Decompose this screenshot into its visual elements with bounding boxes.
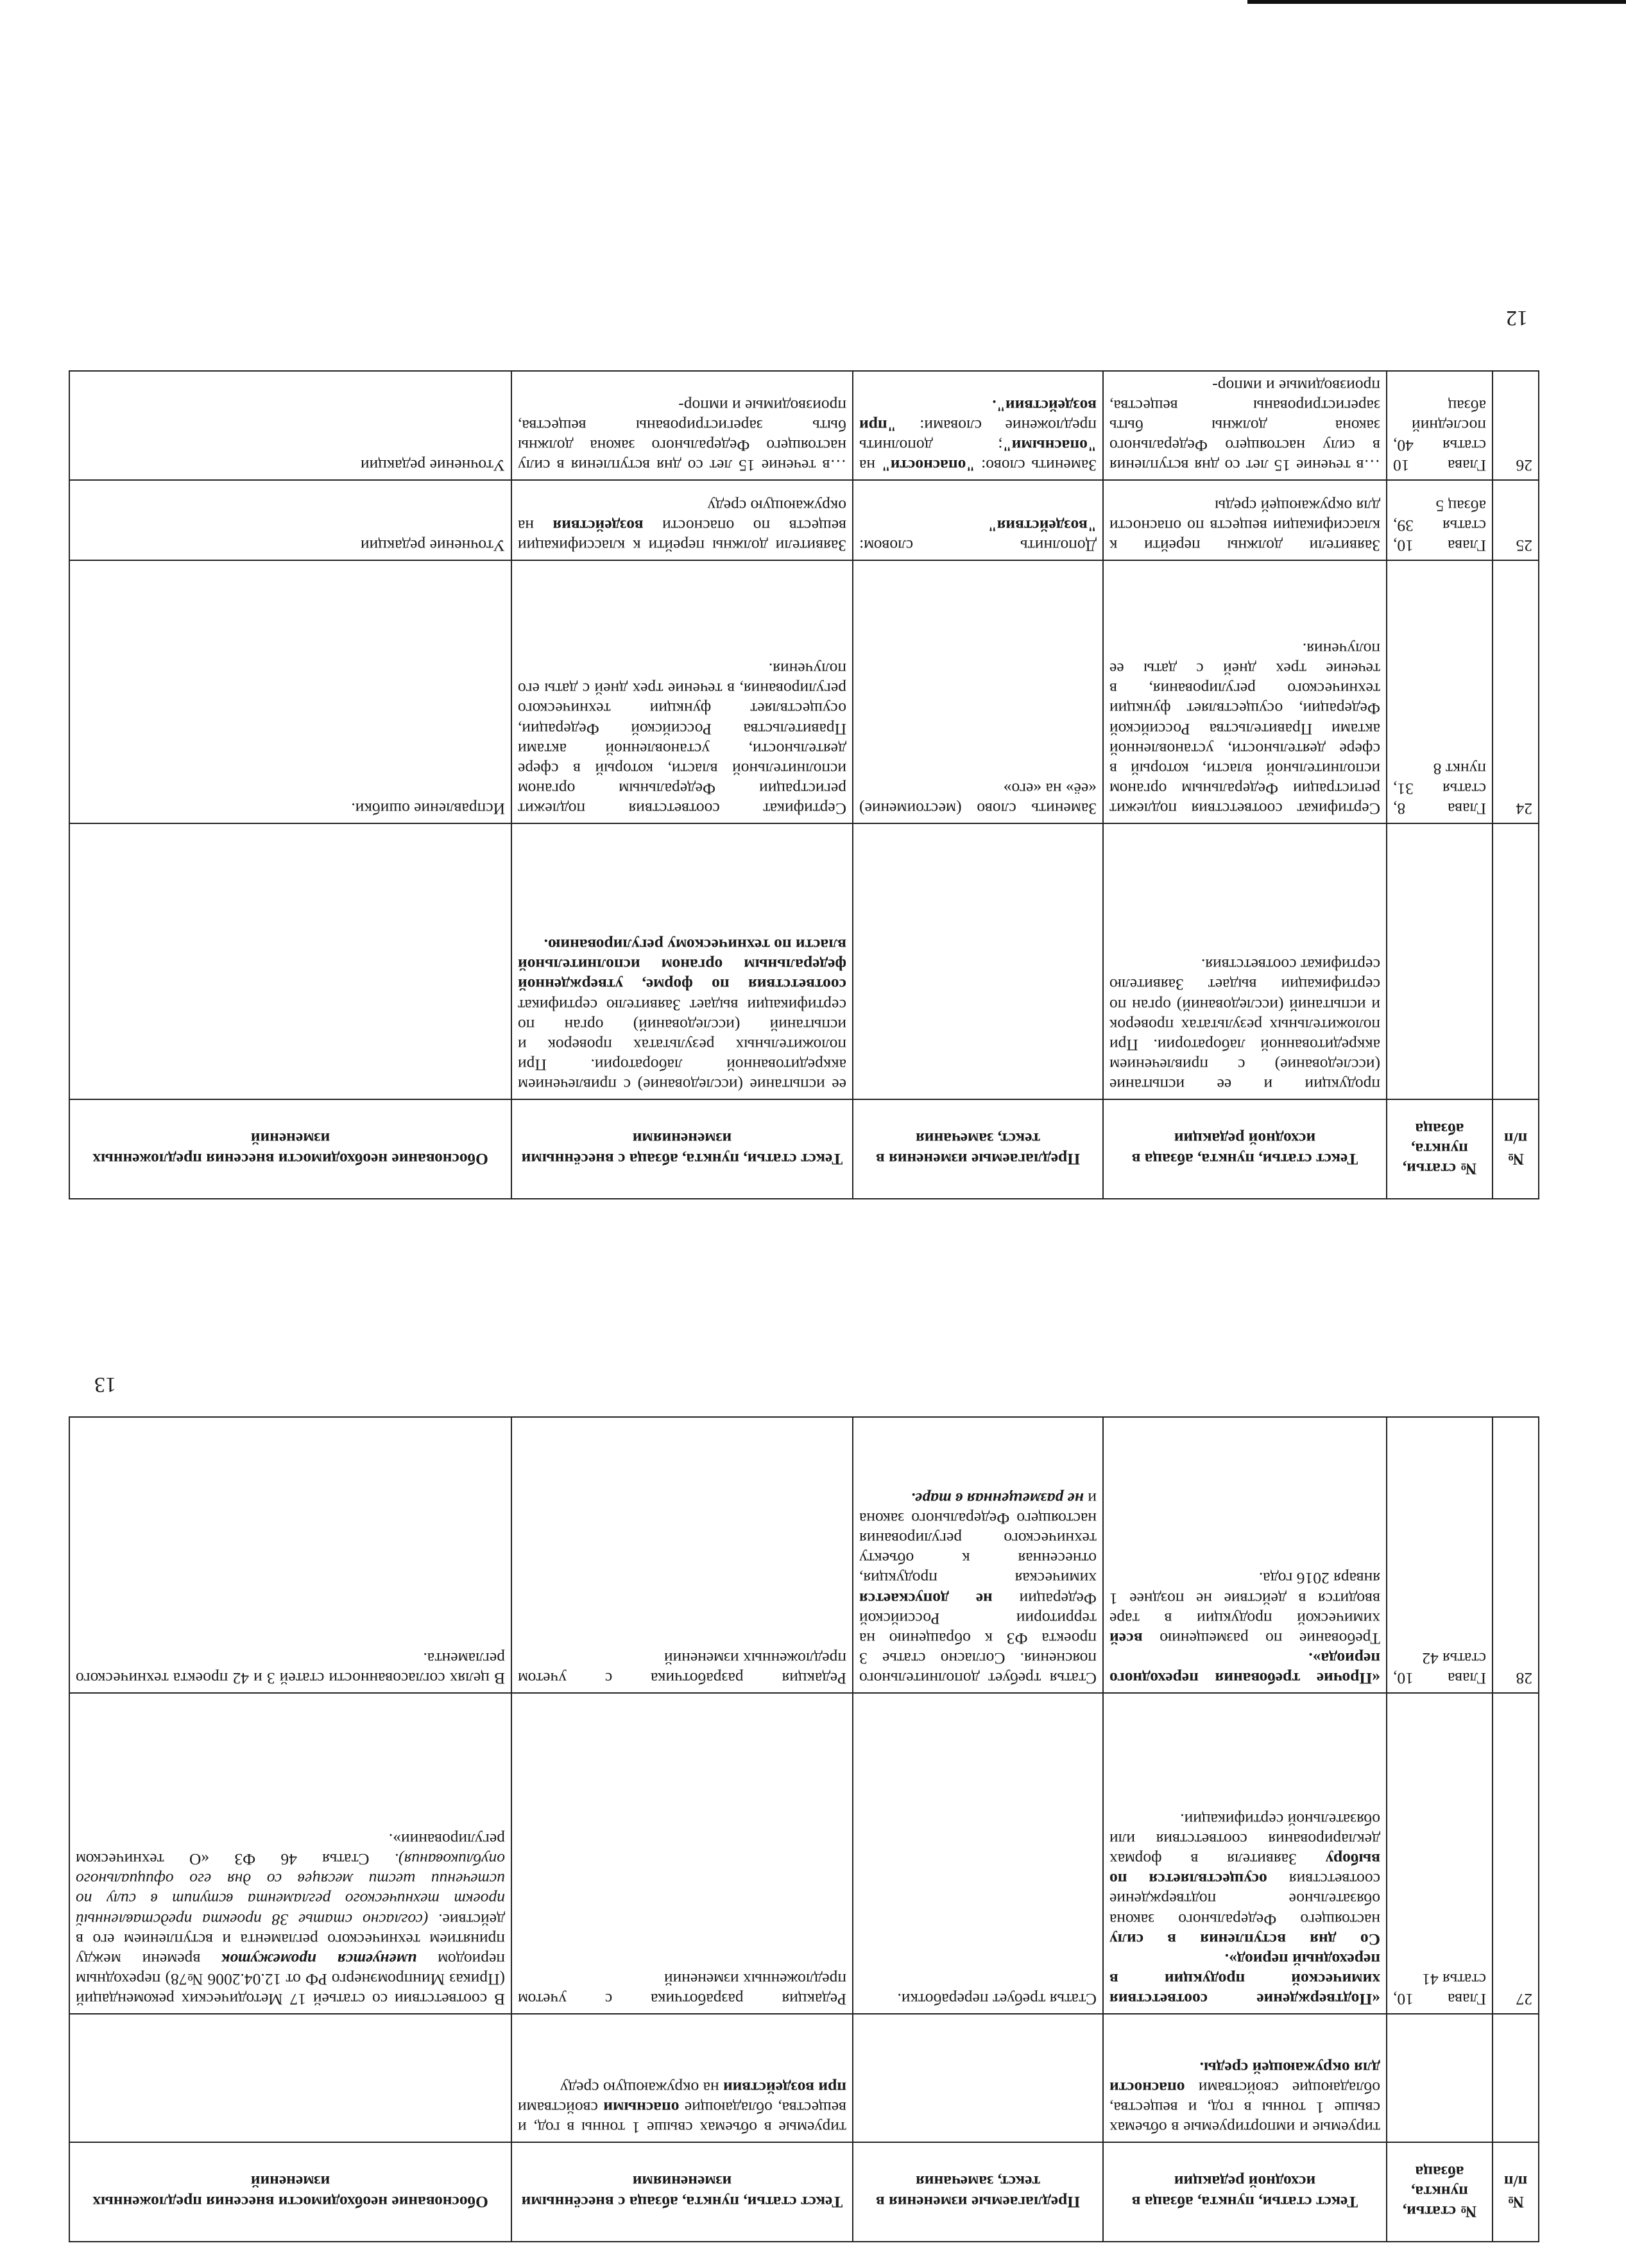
original-text: Требование по размещению (1142, 1629, 1380, 1648)
table-row (69, 480, 1539, 560)
table-row (69, 1417, 1539, 1693)
cell-proposal (853, 823, 1103, 1099)
table-row (69, 823, 1539, 1099)
header-proposal: Предлагаемые изменения в текст, замечания (853, 2142, 1103, 2242)
header-original: Текст статьи, пункта, абзаца в исходной редакции (1103, 2142, 1387, 2242)
amended-bold: при воздействии (723, 2078, 846, 2097)
original-text: химической продукции в таре вводится в действие не позднее 1 января 2016 года. (1109, 1569, 1380, 1628)
amended-bold: опасными (603, 2098, 680, 2117)
proposal-text: Заменить слово: (975, 456, 1097, 475)
cell-num (1493, 823, 1539, 1099)
cell-proposal: Заменить слово (местоимение) «её» на «его» (853, 560, 1103, 823)
proposal-emphasis: не размещенная в таре. (911, 1490, 1084, 1509)
original-text: настоящего Федерального закона обязательное подтверждение соответствия (1109, 1870, 1380, 1929)
cell-num: 26 (1493, 371, 1539, 480)
original-title: «Прочие требования переходного периода». (1109, 1649, 1380, 1688)
original-bold: осуществляется по выбору (1109, 1850, 1380, 1889)
cell-proposal (853, 2014, 1103, 2142)
cell-justification: Уточнение редакции (69, 371, 511, 480)
original-bold: опасности для окружающей среды. (1109, 2058, 1380, 2097)
cell-article (1387, 823, 1493, 1099)
cell-justification (69, 823, 511, 1099)
header-num: № п/п (1493, 1099, 1539, 1199)
cell-original (1103, 1693, 1387, 2014)
table-row (69, 560, 1539, 823)
cell-justification: Исправление ошибки. (69, 560, 511, 823)
cell-proposal (853, 480, 1103, 560)
header-rule (1247, 0, 1626, 4)
amended-text: ее испытание (исследование) с привлечением аккредитованной лаборатории. При положительных результатах проверок и испытаний (исследований) орган по сертификации выдает Заявителю сертификат (518, 995, 846, 1094)
table-row (69, 371, 1539, 480)
cell-article: Глава 10, статья 41 (1387, 1693, 1493, 2014)
cell-num: 24 (1493, 560, 1539, 823)
amended-text: Заявители должны перейти к классификации веществ по опасности (518, 516, 846, 555)
justification-text: Статья 46 ФЗ «О техническом регулировании». (76, 1830, 505, 1869)
cell-proposal: Статья требует переработки. (853, 1693, 1103, 2014)
cell-original: …в течение 15 лет со дня вступления в силу настоящего Федерального закона должны быть зарегистрированы вещества, производимые и импор- (1103, 371, 1387, 480)
justification-emphasis: именуется промежуток (221, 1950, 417, 1969)
proposal-bold: "воздействия" (988, 516, 1097, 535)
cell-justification (69, 2014, 511, 2142)
cell-num: 25 (1493, 480, 1539, 560)
amended-text: свойствами (518, 2098, 604, 2117)
proposal-text: Статья требует дополнительного пояснения. Согласно статье 3 проекта ФЗ к обращению на территории Российской Федерации (859, 1589, 1097, 1688)
proposal-bold: "опасными" (1002, 436, 1097, 455)
page-number: 12 (1506, 306, 1528, 330)
cell-justification (69, 1693, 511, 2014)
justification-italic: (согласно статье 38 проекта представленный проект технического регламента вступит в силу по истечении шести месяцев со дня его официального опубликования). (75, 1850, 505, 1929)
proposal-text: химическая продукция, отнесенная к объекту технического регулирования настоящего Федерального закона и (859, 1490, 1097, 1588)
header-justification: Обоснование необходимости внесения предложенных изменений (69, 2142, 511, 2242)
amended-tail: на окружающую среду (518, 496, 846, 535)
proposal-text: ; дополнить предложение словами: (859, 416, 1097, 455)
amendment-table (69, 370, 1539, 1199)
proposal-bold: не допускается (859, 1589, 993, 1608)
cell-justification: Уточнение редакции (69, 480, 511, 560)
cell-original (1103, 1417, 1387, 1693)
amended-text: тируемые в объемах свыше 1 тонны в год, и вещества, обладающие (518, 2098, 846, 2137)
cell-amended: Редакция разработчика с учетом предложенных изменений (511, 1693, 853, 2014)
cell-proposal (853, 1417, 1103, 1693)
justification-text: времени между принятием технического регламента и вступлением его в действие. (76, 1910, 505, 1969)
cell-original: продукции и ее испытание (исследование) с привлечением аккредитованной лаборатории. При положительных результатах проверок и испытаний (исследований) орган по сертификации выдает Заявителю сертификат соответствия. (1103, 823, 1387, 1099)
cell-original: Заявители должны перейти к классификации веществ по опасности для окружающей среды (1103, 480, 1387, 560)
cell-amended: …в течение 15 лет со дня вступления в силу настоящего Федерального закона должны быть зарегистрированы вещества, производимые и импор- (511, 371, 853, 480)
proposal-text: на (859, 456, 882, 475)
header-original: Текст статьи, пункта, абзаца в исходной редакции (1103, 1099, 1387, 1199)
header-num: № п/п (1493, 2142, 1539, 2242)
amendment-table (69, 1416, 1539, 2242)
proposal-text: Дополнить словом: (859, 537, 1097, 555)
page-number: 13 (94, 1373, 116, 1396)
cell-article: Глава 8, статья 31, пункт 8 (1387, 560, 1493, 823)
table-row (69, 2014, 1539, 2142)
original-text: тируемые и импортируемые в объемах свыше 1 тонны в год, и вещества, обладающие свойствами (1109, 2078, 1380, 2137)
cell-amended (511, 823, 853, 1099)
header-article: № статьи, пункта, абзаца (1387, 1099, 1493, 1199)
table-header-row (69, 1099, 1539, 1199)
amended-bold: соответствия по форме, утвержденной федеральным органом исполнительной власти по техническому регулированию. (518, 936, 846, 995)
cell-num: 27 (1493, 1693, 1539, 2014)
table-header-row (69, 2142, 1539, 2242)
original-bold: Со дня вступления в силу (1109, 1930, 1380, 1949)
cell-justification: В целях согласованности статей 3 и 42 проекта технического регламента. (69, 1417, 511, 1693)
cell-article: Глава 10 статья 40, последний абзац (1387, 371, 1493, 480)
original-bold: всей (1109, 1629, 1143, 1648)
header-proposal: Предлагаемые изменения в текст, замечания (853, 1099, 1103, 1199)
proposal-bold: "при воздействии". (859, 396, 1097, 435)
cell-num: 28 (1493, 1417, 1539, 1693)
justification-text: В соответствии со статьей 17 Методических рекомендаций (Приказ Минпромэнерго РФ от 12.04.2006 №78) переходным периодом (76, 1950, 505, 2009)
amended-tail: на окружающую среду (560, 2078, 723, 2097)
cell-original: Сертификат соответствия подлежит регистрации Федеральным органом исполнительной власти, который в сфере деятельности, установленной актами Правительства Российской Федерации, осуществляет функции технического регулирования, в течение трех дней с даты ее получения. (1103, 560, 1387, 823)
cell-amended (511, 480, 853, 560)
cell-article: Глава 10, статья 42 (1387, 1417, 1493, 1693)
cell-article (1387, 2014, 1493, 2142)
cell-amended (511, 2014, 853, 2142)
header-article: № статьи, пункта, абзаца (1387, 2142, 1493, 2242)
cell-original (1103, 2014, 1387, 2142)
cell-amended: Редакция разработчика с учетом предложенных изменений (511, 1417, 853, 1693)
header-justification: Обоснование необходимости внесения предложенных изменений (69, 1099, 511, 1199)
cell-article: Глава 10, статья 39, абзац 5 (1387, 480, 1493, 560)
header-amended: Текст статьи, пункта, абзаца с внесёнными изменениями (511, 2142, 853, 2242)
table-row (69, 1693, 1539, 2014)
amended-bold: воздействия (552, 516, 644, 535)
original-title: «Подтверждение соответствия химической продукции в переходный период». (1109, 1950, 1380, 2009)
proposal-bold: "опасности" (881, 456, 975, 475)
header-amended: Текст статьи, пункта, абзаца с внесёнными изменениями (511, 1099, 853, 1199)
original-text: Заявителя в формах декларирования соответствия или обязательной сертификации. (1109, 1810, 1380, 1869)
cell-amended: Сертификат соответствия подлежит регистрации Федеральным органом исполнительной власти, который в сфере деятельности, установленной актами Правительства Российской Федерации, осуществляет функции технического регулирования, в течение трех дней с даты его получения. (511, 560, 853, 823)
cell-num (1493, 2014, 1539, 2142)
cell-proposal (853, 371, 1103, 480)
